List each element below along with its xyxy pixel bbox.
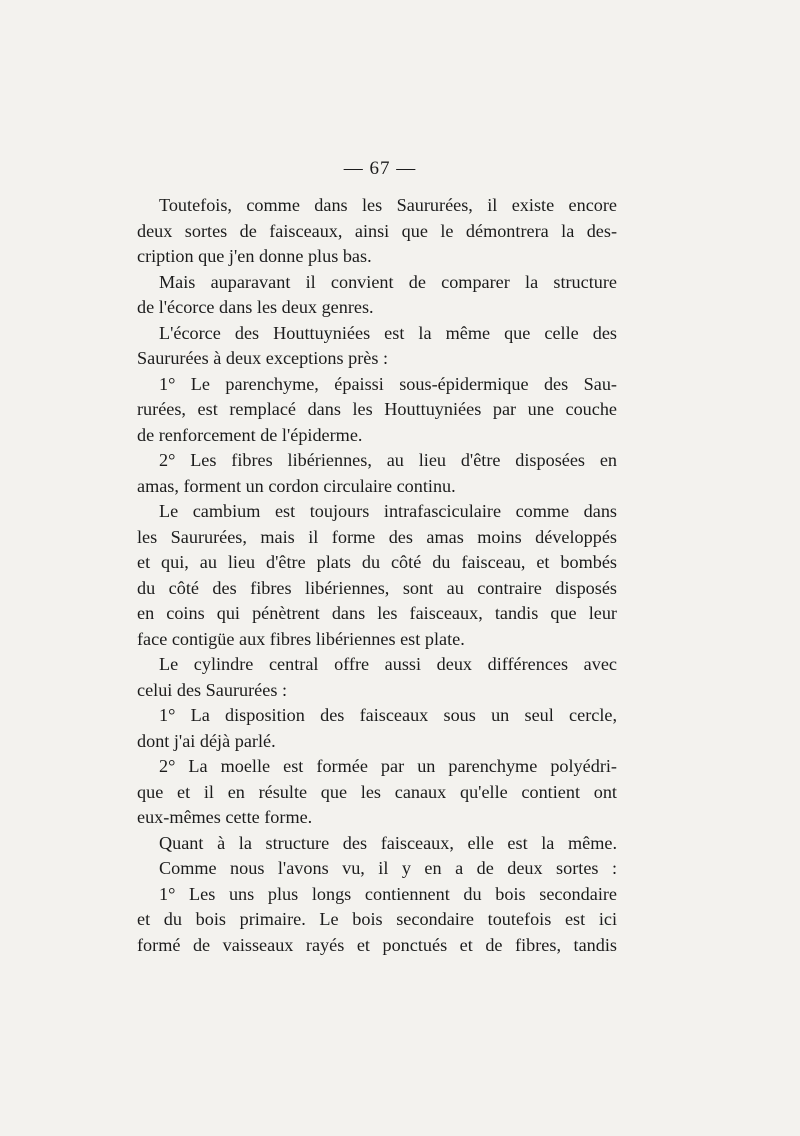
text-line: face contigüe aux fibres libériennes est plate. [137,628,465,649]
text-line: de renforcement de l'épiderme. [137,424,363,445]
text-line: Le cylindre central offre aussi deux différences avec [159,654,617,674]
text-line: que et il en résulte que les canaux qu'elle contient ont [137,781,617,802]
text-line: L'écorce des Houttuyniées est la même que celle des [159,322,617,343]
text-line: 2° La moelle est formée par un parenchyme polyédri- [159,756,617,776]
text-line: Mais auparavant il convient de comparer la structure [159,271,617,292]
page-number: — 67 — [343,158,417,179]
text-line: et du bois primaire. Le bois secondaire toutefois est ici [137,909,617,929]
text-line: Saururées à deux exceptions près : [137,348,389,368]
text-line: les Saururées, mais il forme des amas moins développés [137,526,617,547]
text-line: Toutefois, comme dans les Saururées, il existe encore [159,195,617,215]
text-line: celui des Saururées : [137,679,287,700]
text-line: deux sortes de faisceaux, ainsi que le démontrera la des- [137,220,617,241]
text-line: Le cambium est toujours intrafasciculaire comme dans [159,501,617,521]
text-line: 1° Les uns plus longs contiennent du bois secondaire [159,883,617,904]
text-line: 2° Les fibres libériennes, au lieu d'être disposées en [159,450,617,470]
text-line: formé de vaisseaux rayés et ponctués et de fibres, tandis [137,934,617,955]
text-line: Quant à la structure des faisceaux, elle est la même. [159,832,617,853]
text-line: du côté des fibres libériennes, sont au contraire disposés [137,577,617,598]
text-line: rurées, est remplacé dans les Houttuyniées par une couche [137,399,617,419]
text-line: dont j'ai déjà parlé. [137,730,276,751]
text-line: amas, forment un cordon circulaire continu. [137,475,456,496]
text-line: 1° Le parenchyme, épaissi sous-épidermique des Sau- [159,373,617,394]
text-line: 1° La disposition des faisceaux sous un seul cercle, [159,705,617,725]
body-text [137,193,617,958]
text-line: et qui, au lieu d'être plats du côté du faisceau, et bombés [137,552,617,572]
text-line: cription que j'en donne plus bas. [137,246,372,266]
text-line: en coins qui pénètrent dans les faisceaux, tandis que leur [137,603,617,623]
text-line: de l'écorce dans les deux genres. [137,297,374,317]
text-line: eux-mêmes cette forme. [137,807,313,827]
text-line: Comme nous l'avons vu, il y en a de deux sortes : [159,858,617,878]
